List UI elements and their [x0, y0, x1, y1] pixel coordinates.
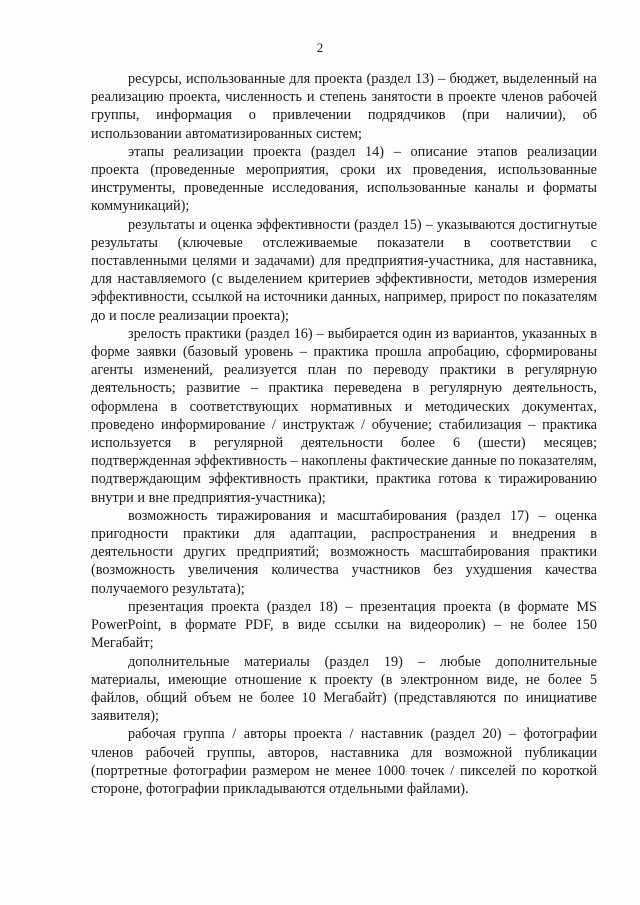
document-body: [91, 70, 597, 798]
paragraph-replication: возможность тиражирования и масштабирования (раздел 17) – оценка пригодности практики для адаптации, распространения и внедрения в деятельности других предприятий; возможность масштабирования практики (возможность увеличения количества участников без ухудшения качества получаемого результата);: [91, 507, 597, 597]
paragraph-presentation: презентация проекта (раздел 18) – презентация проекта (в формате MS PowerPoint, в формате PDF, в виде ссылки на видеоролик) – не более 150 Мегабайт;: [91, 598, 597, 652]
page-number: 2: [316, 40, 324, 55]
paragraph-additional-materials: дополнительные материалы (раздел 19) – любые дополнительные материалы, имеющие отношение к проекту (в электронном виде, не более 5 файлов, общий объем не более 10 Мегабайт) (представляются по инициативе заявителя);: [91, 653, 597, 725]
paragraph-resources: ресурсы, использованные для проекта (раздел 13) – бюджет, выделенный на реализацию проекта, численность и степень занятости в проекте членов рабочей группы, информация о привлечении подрядчиков (при наличии), об использовании автоматизированных систем;: [91, 71, 597, 142]
paragraph-results: результаты и оценка эффективности (раздел 15) – указываются достигнутые результаты (ключевые отслеживаемые показатели в соответствии с поставленными целями и задачами) для предприятия-участника, для наставника, для наставляемого (с выделением критериев эффективности, методов измерения эффективности, ссылкой на источники данных, например, прирост по показателям до и после реализации проекта);: [91, 216, 597, 324]
paragraph-workgroup: рабочая группа / авторы проекта / наставник (раздел 20) – фотографии членов рабочей группы, авторов, наставника для возможной публикации (портретные фотографии размером не менее 1000 точек / пикселей по короткой стороне, фотографии прикладываются отдельными файлами).: [91, 726, 597, 797]
paragraph-maturity: зрелость практики (раздел 16) – выбирается один из вариантов, указанных в форме заявки (базовый уровень – практика прошла апробацию, сформированы агенты изменений, реализуется план по переводу практики в регулярную деятельность; развитие – практика переведена в регулярную деятельность, оформлена в соответствующих нормативных и методических документах, проведено информирование / инструктаж / обучение; стабилизация – практика используется в регулярной деятельности более 6 (шести) месяцев; подтвержденная эффективность – накоплены фактические данные по показателям, подтверждающим эффективность практики, практика готова к тиражированию внутри и вне предприятия-участника);: [91, 325, 597, 506]
paragraph-stages: этапы реализации проекта (раздел 14) – описание этапов реализации проекта (проведенные мероприятия, сроки их проведения, использованные инструменты, проведенные исследования, использованные каналы и форматы коммуникаций);: [91, 143, 597, 215]
